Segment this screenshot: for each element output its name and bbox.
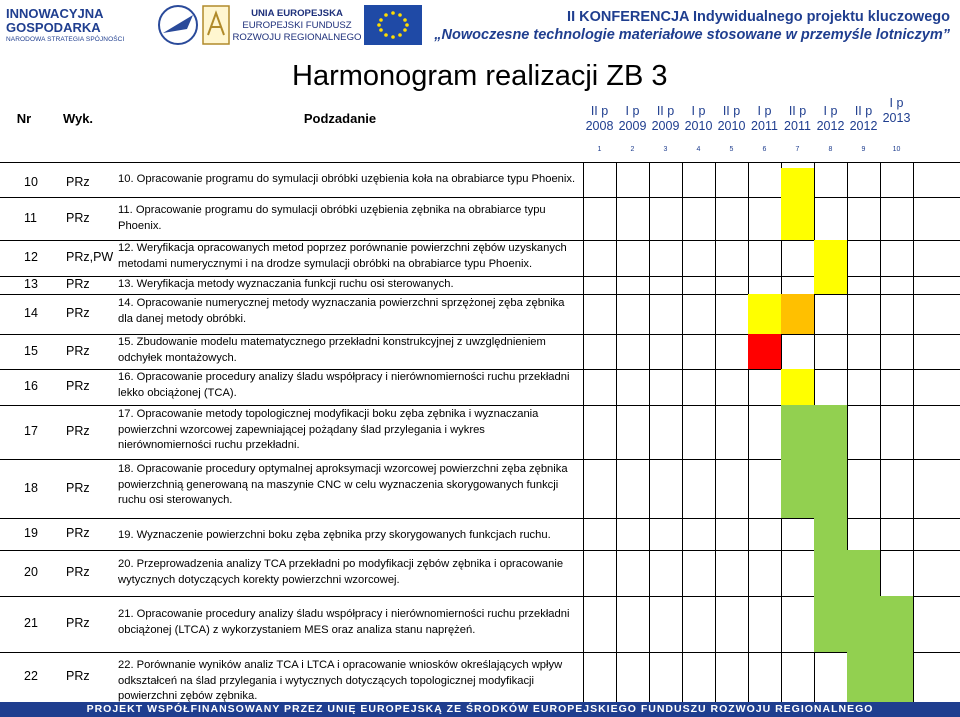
period-year: 2012 xyxy=(849,119,878,133)
schedule-cell-green xyxy=(847,550,880,596)
row-wyk: PRz xyxy=(66,669,90,683)
row-wyk: PRz xyxy=(66,211,90,225)
period-label: II p xyxy=(788,104,807,118)
period-number: 1 xyxy=(597,146,602,153)
schedule-cell-yellow xyxy=(814,276,847,294)
column-wyk-header: Wyk. xyxy=(62,111,94,126)
eu-fund-text: UNIA EUROPEJSKA EUROPEJSKI FUNDUSZ ROZWOJU REGIONALNEGO xyxy=(232,8,362,43)
row-number: 11 xyxy=(24,211,37,225)
grid-line xyxy=(616,162,617,702)
row-number: 10 xyxy=(24,175,38,189)
schedule-cell-red xyxy=(748,334,781,369)
schedule-cell-green xyxy=(880,596,913,652)
logo-line-1: INNOWACYJNA xyxy=(6,6,104,21)
period-header-2 xyxy=(616,104,649,134)
period-header-10 xyxy=(880,96,913,126)
row-wyk: PRz xyxy=(66,424,90,438)
schedule-cell-green xyxy=(814,405,847,459)
row-wyk: PRz xyxy=(66,344,90,358)
row-task: 16. Opracowanie procedury analizy śladu współpracy i nierównomierności ruchu przekładni lekko obciążonej (TCA). xyxy=(118,371,570,399)
university-emblem-icon xyxy=(202,5,230,45)
period-year: 2009 xyxy=(618,119,647,133)
period-label: I p xyxy=(823,104,838,118)
row-number: 18 xyxy=(24,481,38,495)
grid-line xyxy=(748,162,749,702)
aviation-valley-logo-icon xyxy=(157,3,199,47)
schedule-cell-green xyxy=(814,550,847,596)
row-number: 22 xyxy=(24,669,38,683)
period-header-1 xyxy=(583,104,616,134)
period-label: I p xyxy=(691,104,706,118)
period-header-7 xyxy=(781,104,814,134)
column-nr-header: Nr xyxy=(16,111,32,126)
period-year: 2013 xyxy=(882,111,911,125)
grid-line xyxy=(649,162,650,702)
row-number: 12 xyxy=(24,250,38,264)
grid-line xyxy=(913,162,914,702)
schedule-cell-yellow xyxy=(814,240,847,276)
schedule-cell-green xyxy=(847,596,880,652)
period-header-9 xyxy=(847,104,880,134)
row-wyk: PRz,PW xyxy=(66,250,114,264)
row-task: 11. Opracowanie programu do symulacji obróbki uzębienia zębnika na obrabiarce typu Phoenix. xyxy=(118,204,546,232)
row-number: 21 xyxy=(24,616,38,630)
row-number: 20 xyxy=(24,565,38,579)
column-podzadanie-header: Podzadanie xyxy=(303,111,377,126)
row-task: 17. Opracowanie metody topologicznej modyfikacji boku zęba zębnika i wyznaczania powierzchni wzorcowej zapewniającej pożądany ślad przylegania i wykres nierównomierności ruchu przekładni. xyxy=(118,408,539,451)
period-header-3 xyxy=(649,104,682,134)
period-label: II p xyxy=(656,104,675,118)
row-task: 15. Zbudowanie modelu matematycznego przekładni konstrukcyjnej z uwzględnieniem odchyłek montażowych. xyxy=(118,336,546,364)
row-wyk: PRz xyxy=(66,379,90,393)
period-number: 10 xyxy=(892,146,901,153)
schedule-cell-green xyxy=(847,652,880,702)
schedule-cell-green xyxy=(781,405,814,459)
period-header-8 xyxy=(814,104,847,134)
schedule-cell-green xyxy=(880,652,913,702)
innowacyjna-gospodarka-logo xyxy=(6,7,156,44)
schedule-cell-yellow xyxy=(781,168,814,197)
row-task: 10. Opracowanie programu do symulacji obróbki uzębienia koła na obrabiarce typu Phoenix. xyxy=(118,173,576,185)
row-wyk: PRz xyxy=(66,175,90,189)
conference-title: II KONFERENCJA Indywidualnego projektu kluczowego xyxy=(567,9,950,25)
row-task: 20. Przeprowadzenia analizy TCA przekładni po modyfikacji zębów zębnika i opracowanie wytycznych dotyczących korekty powierzchni wzorcowej. xyxy=(118,558,564,586)
period-year: 2011 xyxy=(751,119,778,133)
schedule-cell-green xyxy=(814,596,847,652)
grid-line xyxy=(682,162,683,702)
schedule-cell-yellow xyxy=(748,294,781,334)
period-year: 2012 xyxy=(816,119,845,133)
period-year: 2011 xyxy=(784,119,811,133)
schedule-cell-green xyxy=(814,518,847,550)
period-number: 7 xyxy=(795,146,800,153)
conference-subtitle: „Nowoczesne technologie materiałowe stosowane w przemyśle lotniczym” xyxy=(434,27,950,43)
row-task: 13. Weryfikacja metody wyznaczania funkcji ruchu osi sterowanych. xyxy=(118,278,454,290)
period-number: 9 xyxy=(861,146,866,153)
period-year: 2009 xyxy=(651,119,680,133)
period-year: 2010 xyxy=(717,119,746,133)
row-task: 19. Wyznaczenie powierzchni boku zęba zębnika przy skorygowanych funkcjach ruchu. xyxy=(118,529,551,541)
grid-line xyxy=(0,652,960,653)
grid-line xyxy=(583,162,584,702)
period-number: 8 xyxy=(828,146,833,153)
schedule-cell-green xyxy=(814,459,847,518)
row-wyk: PRz xyxy=(66,306,90,320)
page-title: Harmonogram realizacji ZB 3 xyxy=(292,60,668,92)
logo-line-3: NARODOWA STRATEGIA SPÓJNOŚCI xyxy=(6,36,125,43)
grid-line xyxy=(0,197,960,198)
logo-line-2: GOSPODARKA xyxy=(6,20,101,35)
row-wyk: PRz xyxy=(66,616,90,630)
grid-line xyxy=(0,162,960,163)
row-task: 22. Porównanie wyników analiz TCA i LTCA i opracowanie wniosków określających wpływ odkształceń na ślad przylegania i wytycznych dotyczących topologicznej modyfikacji powierzchni zębów zębnika. xyxy=(118,659,563,702)
period-header-5 xyxy=(715,104,748,134)
period-number: 2 xyxy=(630,146,635,153)
period-label: I p xyxy=(757,104,772,118)
period-header-6 xyxy=(748,104,781,134)
period-label: II p xyxy=(722,104,741,118)
row-task: 14. Opracowanie numerycznej metody wyznaczania powierzchni sprzężonej zęba zębnika dla danej metody obróbki. xyxy=(118,297,565,325)
row-number: 17 xyxy=(24,424,38,438)
row-wyk: PRz xyxy=(66,526,90,540)
row-wyk: PRz xyxy=(66,277,90,291)
period-header-4 xyxy=(682,104,715,134)
row-wyk: PRz xyxy=(66,565,90,579)
schedule-cell-yellow xyxy=(781,369,814,405)
row-task: 21. Opracowanie procedury analizy śladu współpracy i nierównomierności ruchu przekładni obciążonej (LTCA) z wykorzystaniem MES oraz analiza stanu naprężeń. xyxy=(118,608,570,636)
row-number: 16 xyxy=(24,379,38,393)
row-wyk: PRz xyxy=(66,481,90,495)
row-task: 12. Weryfikacja opracowanych metod poprzez porównanie powierzchni zębów uzyskanych metodami numerycznymi i na drodze symulacji obróbki na obrabiarce typu Phoenix. xyxy=(118,242,567,270)
row-number: 19 xyxy=(24,526,38,540)
grid-line xyxy=(715,162,716,702)
period-label: II p xyxy=(590,104,609,118)
eu-flag-icon xyxy=(364,5,422,45)
row-number: 13 xyxy=(24,277,38,291)
period-label: I p xyxy=(889,96,904,110)
period-number: 6 xyxy=(762,146,767,153)
row-task: 18. Opracowanie procedury optymalnej aproksymacji wzorcowej powierzchni zęba zębnika powierzchnią generowaną na maszynie CNC w celu wyznaczenia skorygowanych funkcji ruchu osi sterowanych. xyxy=(118,463,568,506)
period-number: 3 xyxy=(663,146,668,153)
period-label: II p xyxy=(854,104,873,118)
period-number: 5 xyxy=(729,146,734,153)
grid-line xyxy=(0,294,960,295)
schedule-cell-yellow xyxy=(781,197,814,240)
row-number: 15 xyxy=(24,344,38,358)
period-label: I p xyxy=(625,104,640,118)
row-number: 14 xyxy=(24,306,38,320)
schedule-cell-orange xyxy=(781,294,814,334)
period-year: 2010 xyxy=(684,119,713,133)
schedule-cell-green xyxy=(781,459,814,518)
period-year: 2008 xyxy=(585,119,614,133)
footer-banner: PROJEKT WSPÓŁFINANSOWANY PRZEZ UNIĘ EUROPEJSKĄ ZE ŚRODKÓW EUROPEJSKIEGO FUNDUSZU ROZWOJU REGIONALNEGO xyxy=(0,702,960,717)
period-number: 4 xyxy=(696,146,701,153)
